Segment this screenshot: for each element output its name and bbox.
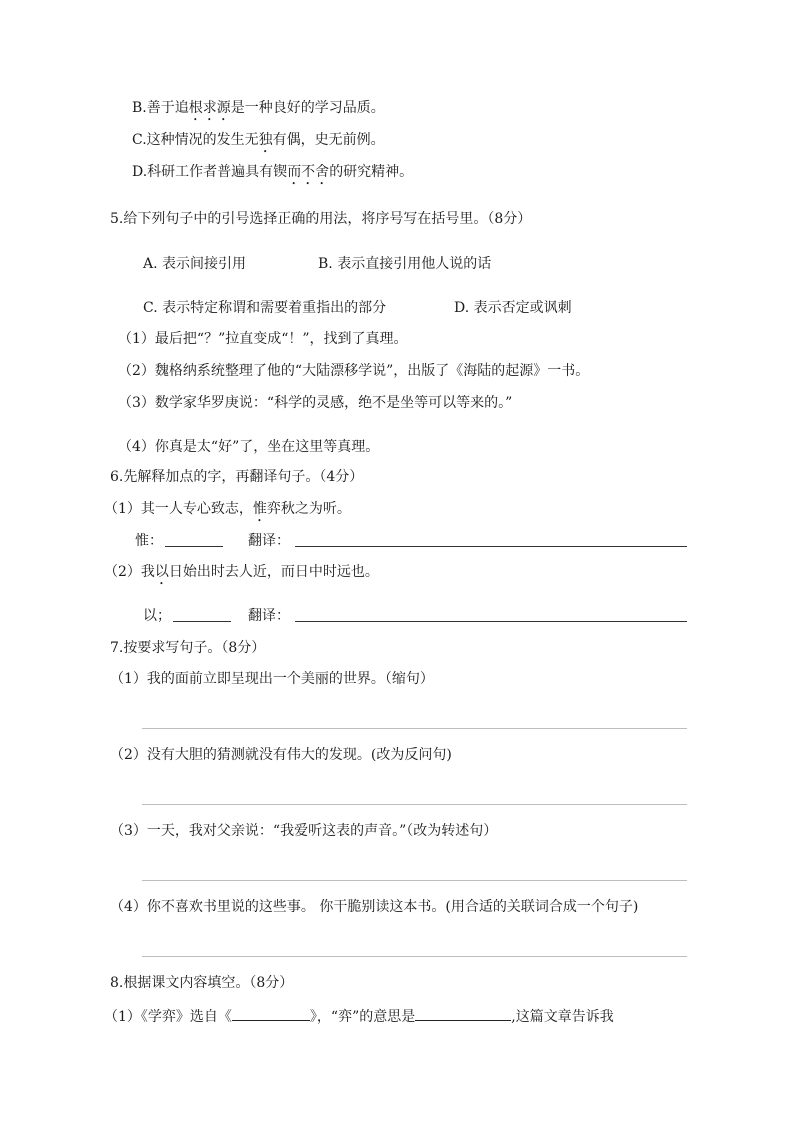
q4-option-c-dotted: 独	[258, 132, 273, 148]
q8-s1-part-c: ,这篇文章告诉我	[511, 1009, 614, 1025]
q6-sentence-1-post: 弈秋之为听。	[266, 501, 351, 517]
q6-s1-trans-blank[interactable]	[295, 546, 687, 547]
q6-s1-char-blank[interactable]	[165, 546, 223, 547]
q6-sentence-2-dotted: 以	[154, 564, 169, 580]
q8-s1-part-a: （1）《学弈》选自《	[104, 1009, 232, 1025]
q6-s2-char-blank[interactable]	[173, 621, 231, 622]
q4-option-d-post: 的研究精神。	[329, 164, 414, 180]
q5-sentence-2: （2）魏格纳系统整理了他的“大陆漂移学说”，出版了《海陆的起源》一书。	[118, 363, 590, 379]
q5-option-c: C. 表示特定称谓和需要着重指出的部分	[143, 300, 387, 316]
q5-option-d: D. 表示否定或讽刺	[454, 300, 572, 316]
q7-sentence-3: （3）一天，我对父亲说：“我爱听这表的声音。”（改为转述句）	[110, 823, 498, 839]
q6-s1-trans-label: 翻译：	[248, 533, 290, 549]
q4-option-d-pre: D.科研工作者普遍具有锲	[132, 164, 288, 180]
q4-option-b-dotted: 根求源	[188, 100, 231, 116]
q6-sentence-2-pre: （2）我	[104, 564, 155, 580]
q6-sentence-1-dotted: 惟	[252, 501, 267, 517]
q7-sentence-1: （1）我的面前立即呈现出一个美丽的世界。（缩句）	[110, 671, 434, 687]
q6-sentence-1-pre: （1）其一人专心致志，	[104, 501, 253, 517]
q4-option-b-pre: B.善于追	[132, 100, 189, 116]
q7-title: 7.按要求写句子。（8分）	[110, 640, 266, 656]
q8-title: 8.根据课文内容填空。（8分）	[110, 975, 294, 991]
q6-s1-char-label: 惟：	[135, 533, 163, 549]
q5-option-a: A. 表示间接引用	[143, 256, 247, 272]
q6-sentence-2	[104, 562, 379, 588]
q4-option-b	[132, 98, 385, 124]
q8-s1-part-b: 》，“弈”的意思是	[309, 1009, 416, 1025]
q5-sentence-3: （3）数学家华罗庚说：“科学的灵感，绝不是坐等可以等来的。”	[118, 395, 513, 411]
q4-option-d	[132, 162, 413, 188]
q6-title: 6.先解释加点的字，再翻译句子。（4分）	[110, 469, 364, 485]
q6-s2-trans-label: 翻译：	[248, 608, 290, 624]
q6-s2-char-label: 以；	[143, 608, 171, 624]
q7-s2-answer-line[interactable]	[142, 804, 687, 805]
q5-sentence-1: （1）最后把“？”拉直变成“！”，找到了真理。	[118, 331, 408, 347]
q4-option-c-pre: C.这种情况的发生无	[132, 132, 259, 148]
q5-title: 5.给下列句子中的引号选择正确的用法，将序号写在括号里。（8分）	[110, 211, 532, 227]
q5-option-b: B. 表示直接引用他人说的话	[318, 256, 492, 272]
q8-sentence-1	[104, 1005, 614, 1027]
q7-s1-answer-line[interactable]	[142, 728, 687, 729]
q4-option-c	[132, 130, 385, 156]
q4-option-d-dotted: 而不舍	[287, 164, 330, 180]
q8-s1-source-blank[interactable]	[232, 1005, 310, 1021]
q7-s4-answer-line[interactable]	[142, 956, 687, 957]
q8-s1-meaning-blank[interactable]	[415, 1005, 511, 1021]
q7-sentence-2: （2）没有大胆的猜测就没有伟大的发现。(改为反问句)	[110, 747, 452, 763]
q7-s3-answer-line[interactable]	[142, 880, 687, 881]
q6-sentence-1	[104, 499, 351, 525]
q4-option-c-post: 有偶，史无前例。	[272, 132, 385, 148]
q7-sentence-4: （4）你不喜欢书里说的这些事。 你干脆别读这本书。(用合适的关联词合成一个句子)	[110, 899, 639, 915]
q6-sentence-2-post: 日始出时去人近，而日中时远也。	[168, 564, 379, 580]
q6-s2-trans-blank[interactable]	[295, 621, 687, 622]
q5-sentence-4: （4）你真是太“好”了，坐在这里等真理。	[118, 439, 380, 455]
q4-option-b-post: 是一种良好的学习品质。	[230, 100, 385, 116]
